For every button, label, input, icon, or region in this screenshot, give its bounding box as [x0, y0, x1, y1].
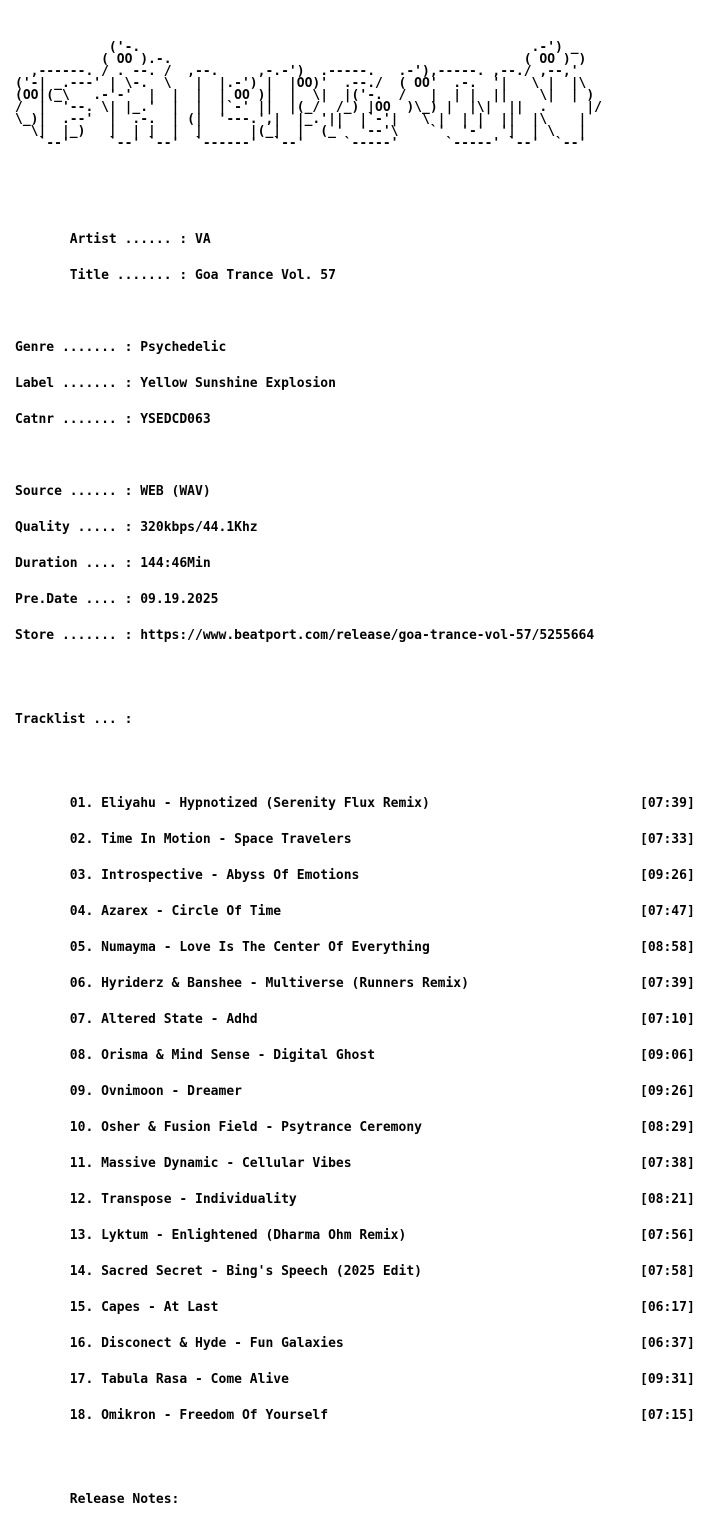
duration-line: Duration .... : 144:46Min: [15, 556, 211, 571]
track-row: [15, 798, 697, 810]
spacer: [15, 306, 697, 318]
genre-line: Genre ....... : Psychedelic: [15, 340, 227, 355]
track-row: [15, 1302, 697, 1314]
track-row: [15, 1374, 697, 1386]
track-duration: [07:33]: [640, 832, 695, 847]
track-duration: [09:06]: [640, 1048, 695, 1063]
logo-line: ( OO ).-. ( OO ) ): [15, 52, 587, 67]
track-duration: [07:58]: [640, 1264, 695, 1279]
track-duration: [09:26]: [640, 1084, 695, 1099]
label-line: Label ....... : Yellow Sunshine Explosion: [15, 376, 336, 391]
track-duration: [07:39]: [640, 796, 695, 811]
track-title: 14. Sacred Secret - Bing's Speech (2025 Edit): [15, 1264, 422, 1279]
nfo-document: [15, 18, 697, 1518]
track-duration: [08:21]: [640, 1192, 695, 1207]
spacer: [15, 186, 697, 198]
spacer: [15, 1458, 697, 1470]
track-title: 12. Transpose - Individuality: [15, 1192, 297, 1207]
artist-line: Artist ...... : VA: [15, 232, 211, 247]
track-title: 02. Time In Motion - Space Travelers: [15, 832, 352, 847]
track-row: [15, 1122, 697, 1134]
track-row: [15, 1338, 697, 1350]
track-title: 15. Capes - At Last: [15, 1300, 219, 1315]
track-row: [15, 1266, 697, 1278]
tracklist-label: Tracklist ... :: [15, 712, 133, 727]
logo-line: ('-. .-') _: [15, 40, 579, 55]
spacer: [15, 450, 697, 462]
logo-line: \_)| .--' | .-. | (| '---.',| |_.'|| |`-'| \ | | | || |\ |: [15, 112, 587, 127]
track-row: [15, 1086, 697, 1098]
store-line: Store ....... : https://www.beatport.com/release/goa-trance-vol-57/5255664: [15, 628, 595, 643]
track-title: 17. Tabula Rasa - Come Alive: [15, 1372, 289, 1387]
track-row: [15, 834, 697, 846]
track-title: 08. Orisma & Mind Sense - Digital Ghost: [15, 1048, 376, 1063]
source-line: Source ...... : WEB (WAV): [15, 484, 211, 499]
title-line: Title ....... : Goa Trance Vol. 57: [15, 268, 336, 283]
logo-line: ,------. / . --. / ,--. ,-.-') .-----. .-'),-----. ,--./ ,--,': [15, 64, 579, 79]
track-row: [15, 1050, 697, 1062]
logo-line: `--' `--' `--' `------' `--' `-----' `-----' `--' `--': [15, 136, 587, 151]
track-duration: [07:47]: [640, 904, 695, 919]
track-title: 10. Osher & Fusion Field - Psytrance Ceremony: [15, 1120, 422, 1135]
track-duration: [09:26]: [640, 868, 695, 883]
track-row: [15, 1410, 697, 1422]
logo-line: (OO|(_\ .-'-' | | | | OO )| | \| |('-. / | | | || \| | ): [15, 88, 595, 103]
spacer: [15, 750, 697, 762]
track-title: 09. Ovnimoon - Dreamer: [15, 1084, 242, 1099]
track-duration: [07:56]: [640, 1228, 695, 1243]
logo-line: ('-| _.---' | \-. \ | |.-') | |OO)' .--./ ( OO' .-. '| \ | |\: [15, 76, 587, 91]
track-title: 05. Numayma - Love Is The Center Of Everything: [15, 940, 430, 955]
track-duration: [08:58]: [640, 940, 695, 955]
track-title: 13. Lyktum - Enlightened (Dharma Ohm Remix): [15, 1228, 407, 1243]
track-row: [15, 906, 697, 918]
spacer: [15, 678, 697, 690]
track-title: 18. Omikron - Freedom Of Yourself: [15, 1408, 329, 1423]
track-row: [15, 1014, 697, 1026]
track-row: [15, 870, 697, 882]
track-duration: [08:29]: [640, 1120, 695, 1135]
quality-line: Quality ..... : 320kbps/44.1Khz: [15, 520, 258, 535]
track-title: 06. Hyriderz & Banshee - Multiverse (Runners Remix): [15, 976, 469, 991]
track-duration: [07:38]: [640, 1156, 695, 1171]
track-duration: [09:31]: [640, 1372, 695, 1387]
track-title: 07. Altered State - Adhd: [15, 1012, 258, 1027]
logo-line: \| |_) | | | | | |(_| | (_' '--'\ `' '-' '| | \ |: [15, 124, 587, 139]
track-duration: [06:37]: [640, 1336, 695, 1351]
logo-line: / | '--. \| |_.' | | |`-' || |(_/ /_) |OO )\_) | |\| || . |/: [15, 100, 602, 115]
track-title: 16. Disconect & Hyde - Fun Galaxies: [15, 1336, 344, 1351]
track-title: 01. Eliyahu - Hypnotized (Serenity Flux Remix): [15, 796, 430, 811]
track-title: 03. Introspective - Abyss Of Emotions: [15, 868, 360, 883]
release-notes-label: Release Notes:: [15, 1492, 180, 1507]
track-title: 04. Azarex - Circle Of Time: [15, 904, 282, 919]
track-row: [15, 942, 697, 954]
track-duration: [07:15]: [640, 1408, 695, 1423]
track-row: [15, 978, 697, 990]
track-duration: [07:39]: [640, 976, 695, 991]
track-row: [15, 1194, 697, 1206]
track-duration: [07:10]: [640, 1012, 695, 1027]
track-duration: [06:17]: [640, 1300, 695, 1315]
track-row: [15, 1158, 697, 1170]
ascii-logo: [15, 42, 697, 150]
track-row: [15, 1230, 697, 1242]
track-title: 11. Massive Dynamic - Cellular Vibes: [15, 1156, 352, 1171]
catnr-line: Catnr ....... : YSEDCD063: [15, 412, 211, 427]
predate-line: Pre.Date .... : 09.19.2025: [15, 592, 219, 607]
